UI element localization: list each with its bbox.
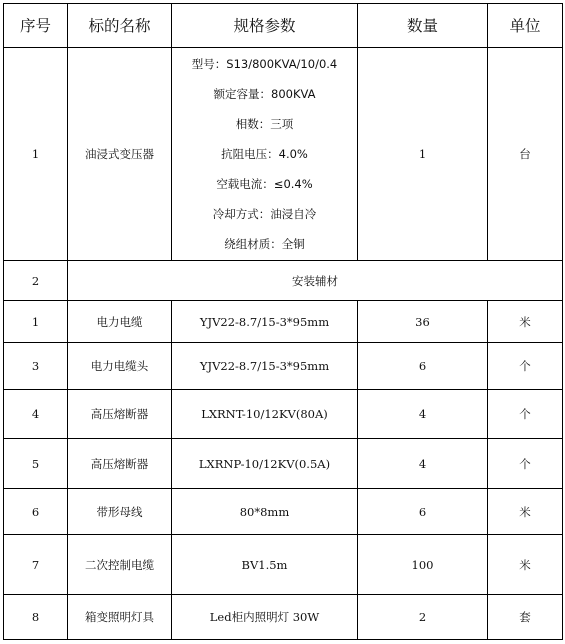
row-unit: 米	[488, 489, 563, 535]
section-no: 2	[4, 261, 68, 301]
spec-winding: 绕组材质：全铜	[224, 237, 305, 251]
main-item-specs	[172, 48, 358, 261]
main-item-no: 1	[4, 48, 68, 261]
row-name: 带形母线	[68, 489, 172, 535]
row-name: 高压熔断器	[68, 439, 172, 489]
row-qty: 100	[358, 535, 488, 595]
main-item-name: 油浸式变压器	[68, 48, 172, 261]
header-qty: 数量	[358, 4, 488, 48]
main-item-row	[4, 48, 563, 261]
row-name: 二次控制电缆	[68, 535, 172, 595]
table-row	[4, 390, 563, 439]
row-unit: 套	[488, 595, 563, 640]
equipment-table	[3, 3, 563, 640]
row-no: 1	[4, 301, 68, 343]
row-unit: 米	[488, 535, 563, 595]
table-row	[4, 343, 563, 390]
header-spec: 规格参数	[172, 4, 358, 48]
row-spec: YJV22-8.7/15-3*95mm	[172, 343, 358, 390]
row-spec: YJV22-8.7/15-3*95mm	[172, 301, 358, 343]
row-no: 8	[4, 595, 68, 640]
row-no: 7	[4, 535, 68, 595]
header-name: 标的名称	[68, 4, 172, 48]
row-unit: 个	[488, 439, 563, 489]
row-spec: BV1.5m	[172, 535, 358, 595]
row-spec: LXRNP-10/12KV(0.5A)	[172, 439, 358, 489]
row-qty: 4	[358, 439, 488, 489]
header-unit: 单位	[488, 4, 563, 48]
header-no: 序号	[4, 4, 68, 48]
row-unit: 米	[488, 301, 563, 343]
main-item-unit: 台	[488, 48, 563, 261]
row-qty: 4	[358, 390, 488, 439]
spec-model: 型号：S13/800KVA/10/0.4	[191, 57, 338, 71]
section-row	[4, 261, 563, 301]
row-spec: 80*8mm	[172, 489, 358, 535]
row-spec: Led柜内照明灯 30W	[172, 595, 358, 640]
row-no: 4	[4, 390, 68, 439]
row-spec: LXRNT-10/12KV(80A)	[172, 390, 358, 439]
main-item-qty: 1	[358, 48, 488, 261]
row-name: 高压熔断器	[68, 390, 172, 439]
row-qty: 6	[358, 343, 488, 390]
row-qty: 6	[358, 489, 488, 535]
table-row	[4, 535, 563, 595]
row-unit: 个	[488, 343, 563, 390]
section-title: 安装辅材	[68, 261, 563, 301]
row-name: 电力电缆	[68, 301, 172, 343]
header-row	[4, 4, 563, 48]
row-name: 箱变照明灯具	[68, 595, 172, 640]
row-no: 5	[4, 439, 68, 489]
spec-cooling: 冷却方式：油浸自冷	[212, 207, 317, 221]
table-row	[4, 439, 563, 489]
spec-noload-current: 空载电流：≤0.4%	[216, 177, 313, 191]
table-row	[4, 301, 563, 343]
row-no: 3	[4, 343, 68, 390]
spec-impedance: 抗阻电压：4.0%	[221, 147, 308, 161]
spec-capacity: 额定容量：800KVA	[213, 87, 316, 101]
table-row	[4, 489, 563, 535]
spec-phases: 相数：三项	[235, 117, 294, 131]
row-no: 6	[4, 489, 68, 535]
table-row	[4, 595, 563, 640]
row-qty: 2	[358, 595, 488, 640]
row-unit: 个	[488, 390, 563, 439]
row-name: 电力电缆头	[68, 343, 172, 390]
row-qty: 36	[358, 301, 488, 343]
